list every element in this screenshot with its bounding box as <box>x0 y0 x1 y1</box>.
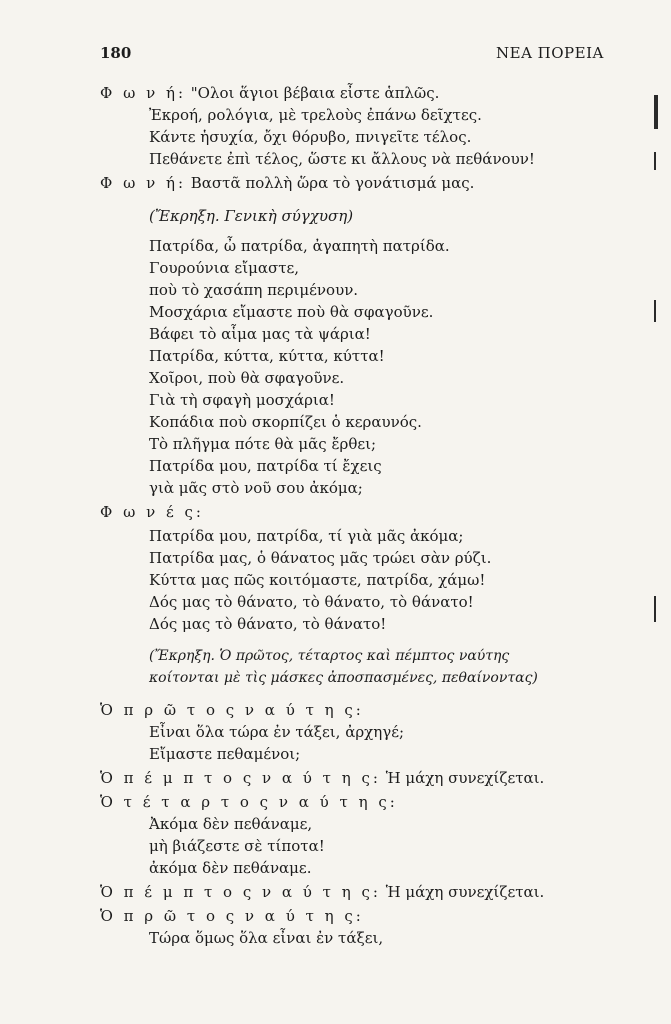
text-line: Εἶναι ὅλα τώρα ἐν τάξει, ἀρχηγέ; <box>149 723 405 741</box>
text-line: γιὰ μᾶς στὸ νοῦ σου ἀκόμα; <box>149 479 363 497</box>
line-text: Βαστᾶ πολλὴ ὥρα τὸ γονάτισμά μας. <box>186 174 475 192</box>
line-text: "Ολοι ἅγιοι βέβαια εἶστε ἁπλῶς. <box>186 84 440 102</box>
text-line: Χοῖροι, ποὺ θὰ σφαγοῦνε. <box>149 369 345 387</box>
line-text: Ἡ μάχη συνεχίζεται. <box>380 883 545 901</box>
stage-direction: (Ἔκρηξη. Ὁ πρῶτος, τέταρτος καὶ πέμπτος ναύτης <box>149 648 510 664</box>
text-line: Δός μας τὸ θάνατο, τὸ θάνατο, τὸ θάνατο! <box>149 593 474 611</box>
speaker-label: Φ ω ν έ ς: <box>100 503 204 521</box>
stage-direction: (Ἔκρηξη. Γενικὴ σύγχυση) <box>149 207 354 225</box>
speaker-label: Ὁ π έ μ π τ ο ς ν α ύ τ η ς: <box>100 769 381 787</box>
running-title: ΝΕΑ ΠΟΡΕΙΑ <box>496 44 604 62</box>
text-line: Ἐκροή, ρολόγια, μὲ τρελοὺς ἐπάνω δεῖχτες. <box>149 106 482 124</box>
page-edge-mark <box>654 152 656 170</box>
text-line: Βάφει τὸ αἷμα μας τὰ ψάρια! <box>149 325 371 343</box>
text-line <box>100 83 439 103</box>
page-edge-mark <box>654 95 658 129</box>
stage-direction: κοίτονται μὲ τὶς μάσκες ἀποσπασμένες, πεθαίνοντας) <box>149 670 538 686</box>
text-line: Εἴμαστε πεθαμένοι; <box>149 745 301 763</box>
text-line: ποὺ τὸ χασάπη περιμένουν. <box>149 281 359 299</box>
text-line: μὴ βιάζεστε σὲ τίποτα! <box>149 837 325 855</box>
text-line: Κάντε ἡσυχία, ὄχι θόρυβο, πνιγεῖτε τέλος. <box>149 128 472 146</box>
text-line: Γιὰ τὴ σφαγὴ μοσχάρια! <box>149 391 335 409</box>
page-edge-mark <box>654 596 656 622</box>
text-line: Τὸ πλῆγμα πότε θὰ μᾶς ἔρθει; <box>149 435 377 453</box>
text-line: Πατρίδα μας, ὁ θάνατος μᾶς τρώει σὰν ρύζι. <box>149 549 492 567</box>
speaker-label: Φ ω ν ή: <box>100 174 186 192</box>
text-line: Δός μας τὸ θάνατο, τὸ θάνατο! <box>149 615 387 633</box>
text-line: Κοπάδια ποὺ σκορπίζει ὁ κεραυνός. <box>149 413 422 431</box>
text-line: Πατρίδα, ὦ πατρίδα, ἀγαπητὴ πατρίδα. <box>149 237 450 255</box>
text-line <box>100 882 544 902</box>
speaker-label: Ὁ π ρ ῶ τ ο ς ν α ύ τ η ς: <box>100 907 364 925</box>
text-line <box>100 768 544 788</box>
text-line: ἀκόμα δὲν πεθάναμε. <box>149 859 312 877</box>
text-line: Πεθάνετε ἐπὶ τέλος, ὥστε κι ἄλλους νὰ πεθάνουν! <box>149 150 535 168</box>
line-text: Ἡ μάχη συνεχίζεται. <box>380 769 545 787</box>
text-line: Ἀκόμα δὲν πεθάναμε, <box>149 815 313 833</box>
speaker-label: Ὁ π έ μ π τ ο ς ν α ύ τ η ς: <box>100 883 381 901</box>
speaker-label: Ὁ π ρ ῶ τ ο ς ν α ύ τ η ς: <box>100 701 364 719</box>
page-number: 180 <box>100 44 132 62</box>
text-line: Πατρίδα, κύττα, κύττα, κύττα! <box>149 347 385 365</box>
text-line <box>100 173 474 193</box>
speaker-label: Ὁ τ έ τ α ρ τ ο ς ν α ύ τ η ς: <box>100 793 398 811</box>
text-line: Τώρα ὅμως ὅλα εἶναι ἐν τάξει, <box>149 929 384 947</box>
page-edge-mark <box>654 300 656 322</box>
text-line: Πατρίδα μου, πατρίδα, τί γιὰ μᾶς ἀκόμα; <box>149 527 464 545</box>
text-line: Μοσχάρια εἴμαστε ποὺ θὰ σφαγοῦνε. <box>149 303 434 321</box>
speaker-label: Φ ω ν ή: <box>100 84 186 102</box>
text-line: Κύττα μας πῶς κοιτόμαστε, πατρίδα, χάμω! <box>149 571 486 589</box>
text-line: Γουρούνια εἴμαστε, <box>149 259 300 277</box>
text-line: Πατρίδα μου, πατρίδα τί ἔχεις <box>149 457 382 475</box>
